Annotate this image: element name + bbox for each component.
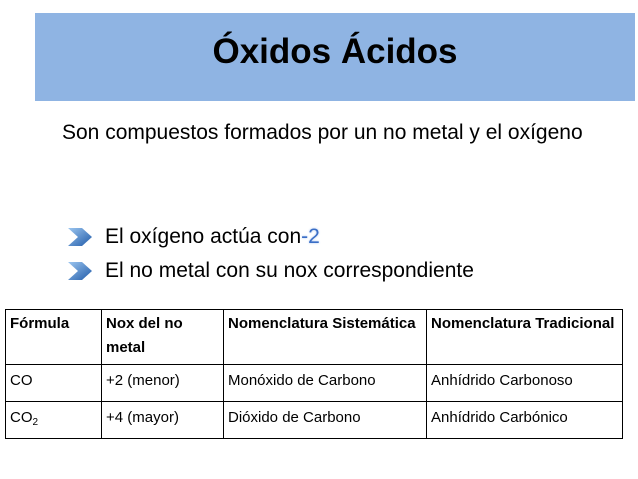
cell-systematic: Monóxido de Carbono	[224, 365, 427, 402]
formula-subscript: 2	[32, 417, 39, 428]
header-traditional: Nomenclatura Tradicional	[427, 310, 623, 365]
cell-formula	[6, 402, 102, 439]
cell-traditional: Anhídrido Carbónico	[427, 402, 623, 439]
formula-base: CO	[10, 372, 33, 389]
cell-traditional: Anhídrido Carbonoso	[427, 365, 623, 402]
cell-systematic: Dióxido de Carbono	[224, 402, 427, 439]
slide-title: Óxidos Ácidos	[212, 32, 458, 71]
chevron-arrow-icon	[66, 260, 94, 282]
header-systematic: Nomenclatura Sistemática	[224, 310, 427, 365]
bullet-text: El oxígeno actúa con	[105, 225, 302, 248]
table-row	[6, 365, 623, 402]
cell-nox: +4 (mayor)	[102, 402, 224, 439]
cell-nox: +2 (menor)	[102, 365, 224, 402]
bullet-nonmetal	[66, 256, 474, 286]
oxidation-value: -2	[301, 225, 320, 248]
oxides-table	[5, 309, 623, 439]
formula-base: CO	[10, 409, 33, 426]
chevron-arrow-icon	[66, 226, 94, 248]
intro-text: Son compuestos formados por un no metal y el oxígeno	[62, 121, 583, 144]
bullet-text: El no metal con su nox correspondiente	[105, 259, 474, 282]
table-header-row	[6, 310, 623, 365]
cell-formula	[6, 365, 102, 402]
table-row	[6, 402, 623, 439]
header-nox: Nox del no metal	[102, 310, 224, 365]
bullet-oxygen	[66, 222, 320, 252]
header-formula: Fórmula	[6, 310, 102, 365]
